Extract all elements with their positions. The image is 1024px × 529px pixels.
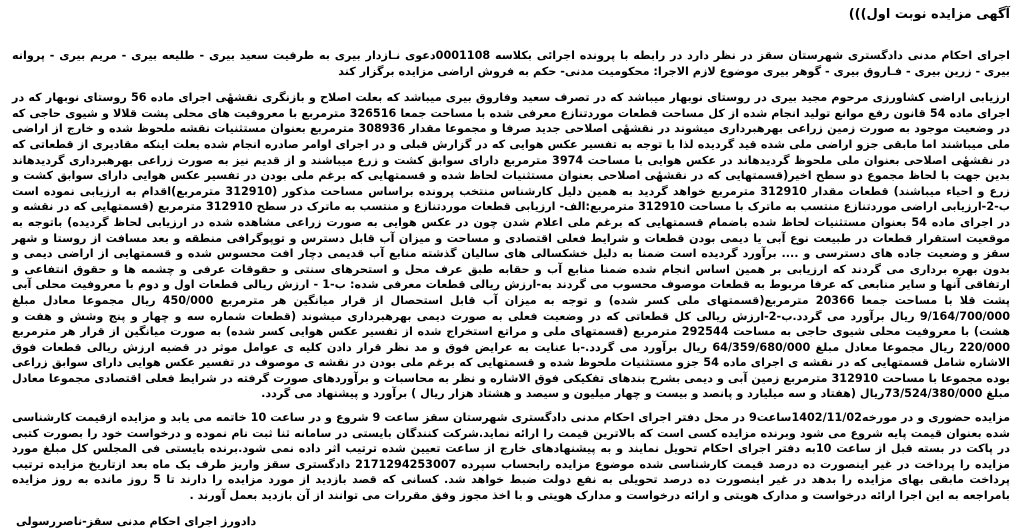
notice-auction-terms-paragraph: مزایده حضوری و در مورخه1402/11/02ساعت9 در محل دفتر اجرای احکام مدنی دادگستری شهرستان سقز ساعت 9 شروع و در ساعت 10 خاتمه می یابد و مزایده ازقیمت کارشناسی شده بعنوان قیمت پایه شروع می شود وبرنده مزایده کسی است که بالاترین قیمت را ارائه نماید.شرکت کنندگان بایستی در سامانه ثنا ثبت نام نموده و درخواست خود را بصورت کتبی در پاکت در بسته قبل از ساعت 10به دفتر اجرای احکام تحویل نمایند و به پیشنهادهای خارج از ساعت تعیین شده ترتیب اثر داده نمی شود.برنده بایستی فی المجلس کل مبلغ مورد مزایده را پرداخت در غیر اینصورت ده درصد قیمت کارشناسی شده موضوع مزایده رابحساب سپرده 2171294253007 دادگستری سقز واریز طرف یک ماه بعد ازتاریخ مزایده ترتیب پرداخت مابقی بهای مزایده را بدهد در غیر اینصورت ده درصد تحویلی به نفع دولت ضبط خواهد شد. کسانی که قصد بازدید از مورد مزایده را دارند تا 5 روز مانده به روز مزایده بامراجعه به این اجرا ارائه درخواست و مدارک هویتی و ارائه درخواست و مدارک هویتی و با اخذ مجوز وفق مقررات می توانند از آن بازدید بعمل آورند .: [12, 411, 1011, 503]
notice-title: آگهی مزایده نوبت اول))): [848, 7, 1010, 22]
notice-intro-paragraph: اجرای احکام مدنی دادگستری شهرستان سقز در نظر دارد در رابطه با پرونده اجرائی بکلاسه 0001108دعوی نـازدار بیری به طرفیت سعید بیری - طلیعه بیری - مریم بیری - پروانه بیری - زرین بیری - فـاروق بیری - گوهر بیری موضوع لازم الاجرا: محکومیت مدنی- حکم به فروش اراضی مزایده برگزار کند: [12, 49, 1010, 78]
notice-signature: دادورز اجرای احکام مدنی سقز-ناصررسولی: [16, 514, 257, 528]
notice-appraisal-paragraph: ارزیابی اراضی کشاورزی مرحوم مجید بیری در روستای نوبهار میباشد که در تصرف سعید وفاروق بیری میباشد که بعلت اصلاح و بازنگری نقشهٔی اجرای ماده 56 روستای نوبهار که در اجرای ماده 54 قانون رفع موانع تولید انجام شده از کل مساحت قطعات موردتنازع معرفی شده با مساحت جمعا 326516 مترمربع با معروفیت های محلی پشت قلالا و شیوی حاجی که در وضعیت موجود به صورت زمین زراعی بهرهبرداری میشوند در نقشهٔی اصلاحی جدید صرفا و مجموعا مقدار 308936 مترمربع بعنوان مستثنیات نقشه ملحوظ شده و خارج از اراضی ملی میباشند اما مابقی جزو اراضی ملی شده قید گردیده لذا با توجه به تفسیر عکس هوایی که در گزارش قبلی و در اجرای اوامر صادره انجام شده بعلت اینکه مقادیری از قطعاتی که در نقشهٔی اصلاحی بعنوان ملی ملحوظ گردیدهاند در عکس هوایی با مساحت 3974 مترمربع دارای سوابق کشت و زرع میباشند و از قدیم نیز به صورت زراعی بهرهبرداری گردیدهاند بدین جهت با لحاظ مجموع دو سطح اخیر(قسمتهایی که در نقشهٔی اصلاحی بعنوان مستثنیات لحاظ شده و قسمتهایی که برغم ملی بودن در تفسیر عکس هوایی دارای سوابق کشت و زرع و احیاء میباشند) قطعات مقدار 312910 مترمربع خواهد گردید به همین دلیل کارشناس منتخب پرونده براساس مساحت مذکور (312910 مترمربع)اقدام به ارزیابی نموده است ب-2-ارزیابی اراضی موردتنازع منتسب به ماترک با مساحت 312910 مترمربع:الف- ارزیابی قطعات موردتنازع و منتسب به ماترک در سطح 312910 مترمربع (قسمتهایی که در نقشه و در اجرای ماده 54 بعنوان مستثنیات لحاظ شده باضمام قسمتهایی که برغم ملی اعلام شدن چون در عکس هوایی به صورت زراعی مشاهده شده در ارزیابی لحاظ گردیده) باتوجه به موقعیت استقرار قطعات در طبیعت نوع آبی یا دیمی بودن قطعات و شرایط فعلی اقتصادی و مساحت و میزان آب قابل دسترس و توپوگرافی منطقه و بعد مسافت از روستا و شهر سقز و وضعیت جاده های دسترسی و .... برآورد گردیده است ضمنا به دلیل خشکسالی های سالیان گذشته منابع آب قدیمی دچار افت محسوس شده و قسمتهایی از اراضی دیمی و بدون بهره برداری می گردند که ارزیابی بر همین اساس انجام شده ضمنا منابع آب و حقابه طبق عرف محل و استحرهای سنتی و حقوقات عرفی و چشمه ها و حقوق انتفاعی و ارتفاقی آنها و سایر منابعی که عرفا مربوط به قطعات موصوف محسوب می گردند به-ارزش ریالی قطعات معرفی شده: ب-1 - ارزش ریالی قطعات اول و دوم با معروفیت محلی آبی پشت قلا با مساحت جمعا 20366 مترمربع(قسمتهای ملی کسر شده) و توجه به میزان آب قابل استحصال از قرار میانگین هر مترمربع 450/000 ریال مجموعا معادل مبلغ 9/164/700/000 ریال برآورد می گردد.ب-2-ارزش ریالی کل قطعاتی که در وضعیت فعلی به صورت دیمی بهرهبرداری میشوند (قطعات شماره سه و چهار و پنج وشش و هفت و هشت) با معروفیت محلی شیوی حاجی به مساحت 292544 مترمربع (قسمتهای ملی و مراتع استخراج شده از تفسیر عکس هوایی کسر شده) به صورت میانگین از قرار هر مترمربع 220/000 ریال مجموعا معادل مبلغ 64/359/680/000 ریال برآورد می گردد.-با عنایت به عرایض فوق و مد نظر قرار دادن کلیه ی عوامل موثر در قضیه ارزش ریالی قطعات فوق الاشاره شامل قسمتهایی که در نقشه ی اجرای ماده 54 جزو مستثنیات ملحوظ شده و قسمتهایی که برغم ملی بودن در نقشه ی موصوف در تفسیر عکس هوایی دارای سوابق زراعی بوده مجموعا با مساحت 312910 مترمربع زمین آبی و دیمی بشرح بندهای تفکیکی فوق الاشاره و نظر به محاسبات و برآوردهای صورت گرفته در شرایط فعلی اقتصادی مجموعا معادل مبلغ 73/524/380/000ریال (هفتاد و سه میلیارد و پانصد و بیست و چهار میلیون و سیصد و هشتاد هزار ریال ) برآورد و پیشنهاد می گردد.: [12, 91, 1011, 401]
